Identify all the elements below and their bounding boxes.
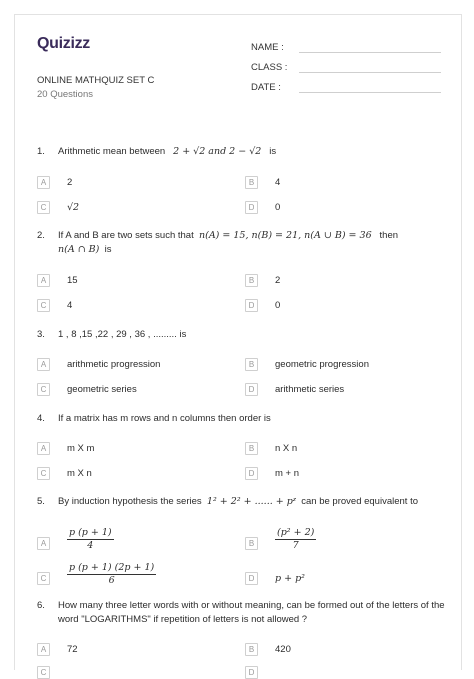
option-value (67, 562, 156, 587)
date-field[interactable] (251, 82, 441, 93)
option-letter: B (245, 442, 258, 455)
option-letter: A (37, 358, 50, 371)
question-text: Arithmetic mean between 2 + √2 and 2 − √2 is (58, 146, 277, 157)
class-field[interactable] (251, 62, 441, 73)
fraction: $\frac{p (p + 1) (2p + 1)}{6}$ (69, 562, 155, 586)
option-value: 420 (275, 644, 291, 655)
option-letter: C (37, 467, 50, 480)
option-value (67, 527, 114, 552)
question-text: How many three letter words with or without meaning, can be formed out of the letters of the word "LOGARITHMS" if repetition of letters is not allowed ? (58, 600, 445, 625)
option-value: √2 (67, 202, 80, 213)
fraction: $\frac{\text{(p² + 2)}}{7}$ (277, 527, 315, 551)
option-letter: A (37, 643, 50, 656)
brand-logo: Quizizz (37, 35, 91, 52)
option-letter: C (37, 383, 50, 396)
option-value: geometric series (67, 384, 137, 395)
question-text: If A and B are two sets such that n(A) = 15, n(B) = 21, n(A ∪ B) = 36 then n(A ∩ B) is (58, 230, 399, 255)
option-letter: C (37, 666, 50, 679)
worksheet-page (14, 14, 462, 677)
option-value: m + n (275, 468, 300, 479)
class-line (299, 72, 441, 73)
option-letter: B (245, 176, 258, 189)
fraction: $\frac{p (p + 1)}{4}$ (69, 527, 112, 551)
name-label: NAME : (251, 42, 284, 53)
date-label: DATE : (251, 82, 281, 93)
option-value: 0 (275, 300, 281, 311)
option-value: 2 (67, 177, 73, 188)
option-value: m X m (67, 443, 95, 454)
option-letter: B (245, 537, 258, 550)
option-letter: D (245, 201, 258, 214)
option-value (275, 527, 316, 552)
option-value: geometric progression (275, 359, 369, 370)
question-math: 2 + √2 and 2 − √2 (173, 146, 262, 157)
option-letter: D (245, 383, 258, 396)
date-line (299, 92, 441, 93)
question-number: 1. (37, 146, 45, 157)
question-text: 1 , 8 ,15 ,22 , 29 , 36 , ......... is (58, 329, 187, 340)
option-letter: C (37, 201, 50, 214)
option-letter: C (37, 572, 50, 585)
option-letter: A (37, 442, 50, 455)
option-value: arithmetic progression (67, 359, 161, 370)
option-value: 15 (67, 275, 78, 286)
option-value: n X n (275, 443, 298, 454)
question-number: 2. (37, 230, 45, 241)
question-text: By induction hypothesis the series 1² + 2² + ...... + pᶻ can be proved equivalent to (58, 496, 418, 507)
question-text: If a matrix has m rows and n columns then order is (58, 413, 271, 424)
option-letter: C (37, 299, 50, 312)
question-math: 1² + 2² + ...... + pᶻ (206, 496, 296, 507)
question-number: 4. (37, 413, 45, 424)
option-letter: A (37, 176, 50, 189)
option-letter: D (245, 666, 258, 679)
option-value: 72 (67, 644, 78, 655)
question-math: n(A) = 15, n(B) = 21, n(A ∪ B) = 36 (199, 230, 372, 241)
option-value: arithmetic series (275, 384, 345, 395)
name-field[interactable] (251, 42, 441, 53)
option-letter: B (245, 643, 258, 656)
question-math-2: n(A ∩ B) (58, 244, 100, 255)
option-value: 2 (275, 275, 281, 286)
option-value: p + p² (275, 573, 305, 584)
question-number: 6. (37, 600, 45, 611)
question-number: 3. (37, 329, 45, 340)
option-value: 4 (67, 300, 73, 311)
option-letter: B (245, 358, 258, 371)
name-line (299, 52, 441, 53)
option-value: 0 (275, 202, 281, 213)
option-letter: B (245, 274, 258, 287)
option-value: 4 (275, 177, 281, 188)
class-label: CLASS : (251, 62, 288, 73)
option-value: m X n (67, 468, 92, 479)
option-letter: D (245, 467, 258, 480)
question-number: 5. (37, 496, 45, 507)
option-letter: D (245, 572, 258, 585)
option-letter: A (37, 274, 50, 287)
quiz-title: ONLINE MATHQUIZ SET C (37, 75, 155, 86)
option-letter: A (37, 537, 50, 550)
question-count: 20 Questions (37, 89, 93, 100)
option-letter: D (245, 299, 258, 312)
